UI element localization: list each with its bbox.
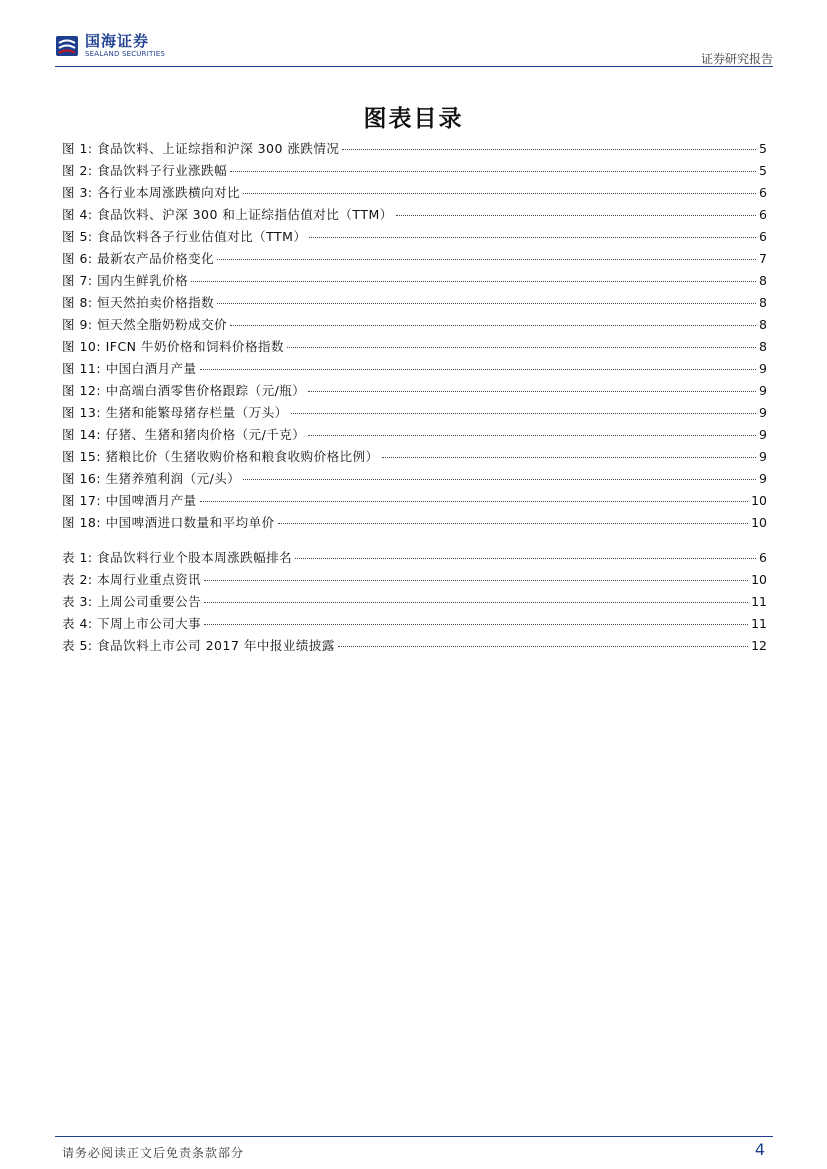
toc-entry-page: 6 bbox=[759, 207, 767, 222]
toc-leader-dots bbox=[278, 523, 749, 524]
toc-leader-dots bbox=[230, 171, 756, 172]
company-logo bbox=[55, 34, 165, 58]
toc-entry[interactable] bbox=[62, 161, 767, 183]
toc-entry[interactable] bbox=[62, 183, 767, 205]
header-divider bbox=[55, 66, 773, 67]
footer-divider bbox=[55, 1136, 773, 1137]
toc-entry-label: 表 1: 食品饮料行业个股本周涨跌幅排名 bbox=[62, 550, 293, 565]
toc-leader-dots bbox=[230, 325, 756, 326]
toc-entry-page: 6 bbox=[759, 229, 767, 244]
page-title: 图表目录 bbox=[363, 106, 464, 132]
toc-entry[interactable] bbox=[62, 249, 767, 271]
toc-entry-label: 图 18: 中国啤酒进口数量和平均单价 bbox=[62, 515, 275, 530]
toc-entry[interactable] bbox=[62, 447, 767, 469]
logo-english-name: SEALAND SECURITIES bbox=[85, 50, 165, 58]
toc-entry-page: 6 bbox=[759, 550, 767, 565]
toc-entry[interactable] bbox=[62, 315, 767, 337]
toc-leader-dots bbox=[396, 215, 756, 216]
toc-leader-dots bbox=[200, 501, 749, 502]
page-number: 4 bbox=[754, 1140, 765, 1159]
toc-entry-label: 图 17: 中国啤酒月产量 bbox=[62, 493, 197, 508]
page-header bbox=[55, 34, 773, 64]
toc-entry-page: 7 bbox=[759, 251, 767, 266]
toc-entry[interactable] bbox=[62, 205, 767, 227]
logo-chinese-name: 国海证券 bbox=[85, 32, 150, 50]
toc-leader-dots bbox=[200, 369, 756, 370]
toc-entry-page: 5 bbox=[759, 141, 767, 156]
toc-entry-label: 图 2: 食品饮料子行业涨跌幅 bbox=[62, 163, 228, 178]
toc-entry-label: 图 4: 食品饮料、沪深 300 和上证综指估值对比（TTM） bbox=[62, 207, 393, 222]
toc-entry-label: 图 5: 食品饮料各子行业估值对比（TTM） bbox=[62, 229, 307, 244]
footer-disclaimer: 请务必阅读正文后免责条款部分 bbox=[62, 1146, 245, 1160]
toc-entry-label: 图 14: 仔猪、生猪和猪肉价格（元/千克） bbox=[62, 427, 306, 442]
toc-leader-dots bbox=[295, 558, 756, 559]
toc-entry-label: 表 4: 下周上市公司大事 bbox=[62, 616, 202, 631]
toc-entry-page: 8 bbox=[759, 273, 767, 288]
toc-entry[interactable] bbox=[62, 359, 767, 381]
toc-entry-page: 8 bbox=[759, 295, 767, 310]
toc-leader-dots bbox=[243, 193, 756, 194]
toc-entry-page: 9 bbox=[759, 449, 767, 464]
toc-leader-dots bbox=[308, 391, 756, 392]
toc-leader-dots bbox=[217, 259, 756, 260]
toc-entry-page: 10 bbox=[751, 572, 767, 587]
toc-entry-label: 图 7: 国内生鲜乳价格 bbox=[62, 273, 189, 288]
figure-list bbox=[62, 139, 767, 535]
toc-leader-dots bbox=[217, 303, 756, 304]
sealand-logo-icon bbox=[55, 34, 79, 58]
toc-leader-dots bbox=[382, 457, 756, 458]
toc-entry[interactable] bbox=[62, 337, 767, 359]
toc-entry-label: 图 15: 猪粮比价（生猪收购价格和粮食收购价格比例） bbox=[62, 449, 379, 464]
toc-entry-page: 5 bbox=[759, 163, 767, 178]
toc-leader-dots bbox=[342, 149, 756, 150]
toc-entry[interactable] bbox=[62, 381, 767, 403]
toc-entry-page: 8 bbox=[759, 339, 767, 354]
report-type-label: 证券研究报告 bbox=[700, 52, 773, 66]
toc-entry-page: 11 bbox=[751, 594, 767, 609]
toc-leader-dots bbox=[287, 347, 756, 348]
toc-leader-dots bbox=[204, 624, 748, 625]
toc-leader-dots bbox=[191, 281, 756, 282]
toc-entry-page: 10 bbox=[751, 493, 767, 508]
toc-entry-label: 表 2: 本周行业重点资讯 bbox=[62, 572, 202, 587]
toc-entry-label: 图 12: 中高端白酒零售价格跟踪（元/瓶） bbox=[62, 383, 306, 398]
toc-entry-label: 图 9: 恒天然全脂奶粉成交价 bbox=[62, 317, 228, 332]
toc-leader-dots bbox=[338, 646, 748, 647]
toc-entry-page: 9 bbox=[759, 427, 767, 442]
toc-entry-page: 6 bbox=[759, 185, 767, 200]
toc-entry[interactable] bbox=[62, 548, 767, 570]
toc-leader-dots bbox=[309, 237, 756, 238]
toc-entry[interactable] bbox=[62, 293, 767, 315]
toc-entry[interactable] bbox=[62, 425, 767, 447]
toc-entry-label: 图 8: 恒天然拍卖价格指数 bbox=[62, 295, 215, 310]
toc-entry-page: 9 bbox=[759, 405, 767, 420]
toc-entry-page: 12 bbox=[751, 638, 767, 653]
toc-entry[interactable] bbox=[62, 271, 767, 293]
toc-leader-dots bbox=[308, 435, 756, 436]
toc-entry-label: 图 6: 最新农产品价格变化 bbox=[62, 251, 215, 266]
toc-entry-page: 10 bbox=[751, 515, 767, 530]
table-list bbox=[62, 548, 767, 658]
toc-entry-page: 9 bbox=[759, 361, 767, 376]
toc-entry[interactable] bbox=[62, 139, 767, 161]
toc-entry[interactable] bbox=[62, 570, 767, 592]
toc-entry[interactable] bbox=[62, 469, 767, 491]
toc-entry-page: 9 bbox=[759, 471, 767, 486]
toc-entry-page: 11 bbox=[751, 616, 767, 631]
toc-entry[interactable] bbox=[62, 403, 767, 425]
toc-entry-page: 9 bbox=[759, 383, 767, 398]
toc-entry-label: 图 13: 生猪和能繁母猪存栏量（万头） bbox=[62, 405, 288, 420]
toc-entry-label: 表 3: 上周公司重要公告 bbox=[62, 594, 202, 609]
toc-entry[interactable] bbox=[62, 614, 767, 636]
toc-entry[interactable] bbox=[62, 227, 767, 249]
toc-entry-label: 图 3: 各行业本周涨跌横向对比 bbox=[62, 185, 241, 200]
toc-entry-page: 8 bbox=[759, 317, 767, 332]
toc-entry[interactable] bbox=[62, 592, 767, 614]
toc-entry[interactable] bbox=[62, 513, 767, 535]
toc-entry[interactable] bbox=[62, 491, 767, 513]
toc-entry-label: 图 11: 中国白酒月产量 bbox=[62, 361, 197, 376]
toc-entry-label: 表 5: 食品饮料上市公司 2017 年中报业绩披露 bbox=[62, 638, 335, 653]
toc-entry[interactable] bbox=[62, 636, 767, 658]
toc-entry-label: 图 1: 食品饮料、上证综指和沪深 300 涨跌情况 bbox=[62, 141, 340, 156]
toc-leader-dots bbox=[204, 602, 748, 603]
toc-entry-label: 图 10: IFCN 牛奶价格和饲料价格指数 bbox=[62, 339, 284, 354]
toc-leader-dots bbox=[204, 580, 748, 581]
toc-entry-label: 图 16: 生猪养殖利润（元/头） bbox=[62, 471, 241, 486]
toc-leader-dots bbox=[291, 413, 756, 414]
toc-leader-dots bbox=[243, 479, 756, 480]
